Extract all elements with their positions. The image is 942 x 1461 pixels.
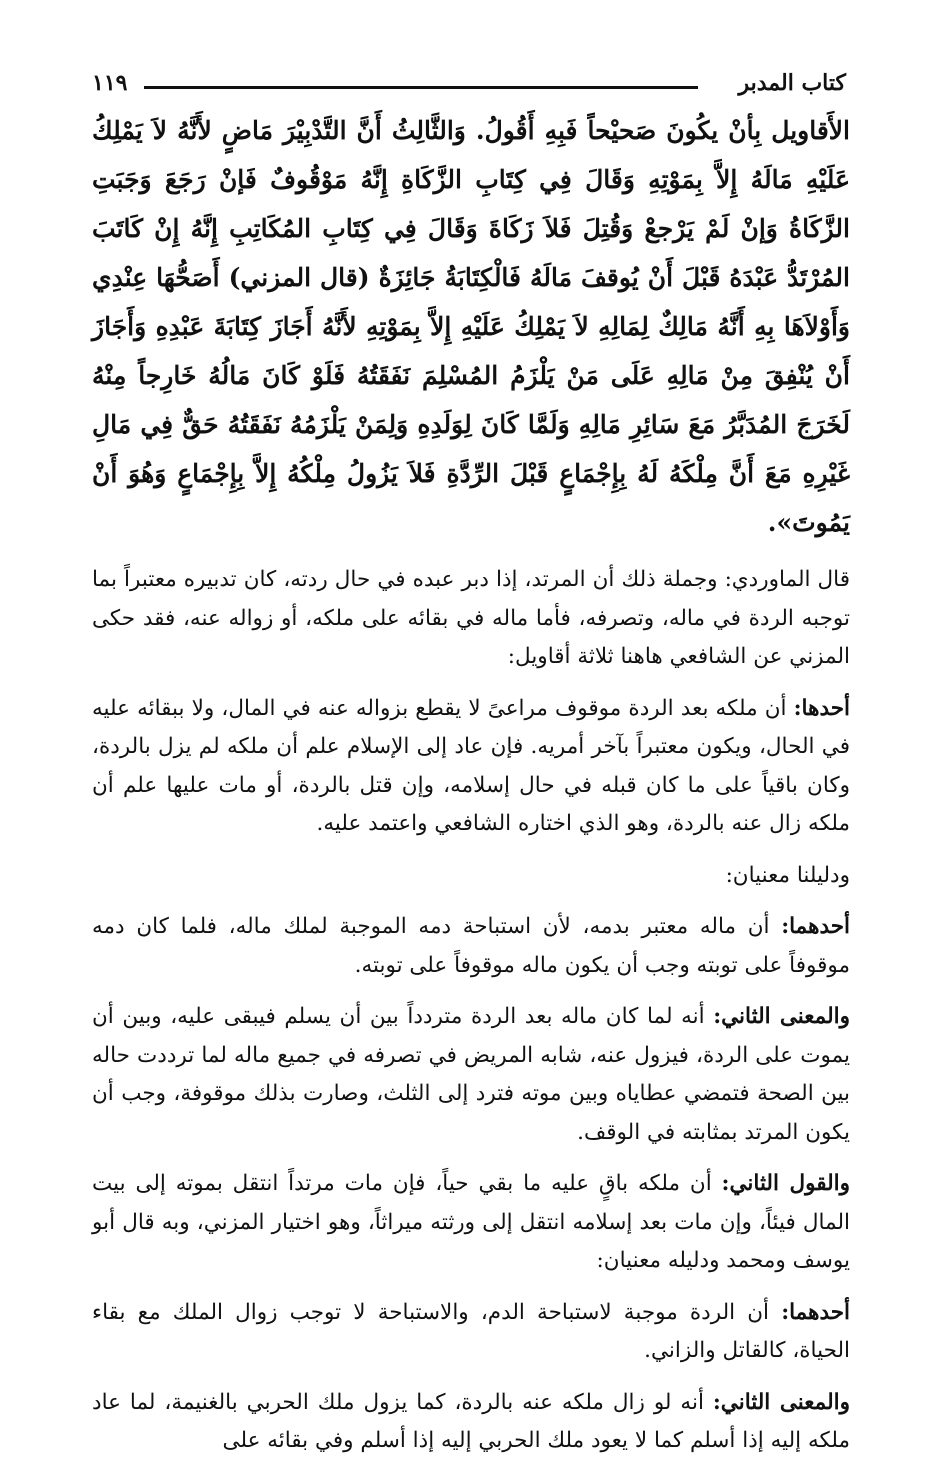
paragraph-lead: والمعنى الثاني: [712, 1389, 850, 1415]
header-rule [144, 86, 698, 89]
paragraph-text: أنه لما كان ماله بعد الردة متردداً بين أن يسلم فيبقى عليه، وبين أن يموت على الردة، فيزول عنه، شابه المريض في تصرفه في جميع ماله لما ترددت حاله بين الصحة فتمضي عطاياه وبين موته فترد إلى الثلث، وصارت بذلك موقوفة، وجب أن يكون المرتد بمثابته في الوقف. [92, 1004, 850, 1145]
main-text: الأَقاويل بِأنْ يكُونَ صَحيْحاً فَبِهِ أَقُولُ. وَالثَّالِثُ أَنَّ التَّدْبِيْرَ مَاضٍ لأَنَّهُ لاَ يَمْلِكُ عَلَيْهِ مَالَهُ إِلاَّ بِمَوْتِهِ وَقَالَ فِي كِتَابِ الزَّكَاةِ إِنَّهُ مَوْقُوفٌ فَإنْ رَجَعَ وَجَبَتِ الزَّكَاةُ وَإنْ لَمْ يَرْجعْ وَقُتِلَ فَلاَ زَكَاةَ وَقَالَ فِي كِتَابِ المُكَاتِبِ إِنَّهُ إِنْ كَاتَبَ المُرْتَدُّ عَبْدَهُ قَبْلَ أَنْ يُوقفَ مَالَهُ فَالْكِتَابَةُ جَائِزَةٌ (قال المزني) أَصَحُّهَا عِنْدِي وَأَوْلاَهَا بِهِ أَنَّهُ مَالِكٌ لِمَالِهِ لاَ يَمْلِكُ عَلَيْهِ إِلاَّ بِمَوْتِهِ لأَنَّهُ أَجَازَ كِتَابَةَ عَبْدِهِ وَأَجَازَ أَنْ يُنْفِقَ مِنْ مَالِهِ عَلَى مَنْ يَلْزَمُ المُسْلِمَ نَفَقَتُهُ فَلَوْ كَانَ مَالُهُ خَارِجاً مِنْهُ لَخَرَجَ المُدَبَّرُ مَعَ سَائِرِ مَالِهِ وَلَمَّا كَانَ لِوَلَدِهِ وَلِمَنْ يَلْزَمُهُ نَفَقَتُهُ حَقٌّ فِي مَالِ غَيْرِهِ مَعَ أَنَّ مِلْكَهُ لَهُ بِإِجْمَاعٍ قَبْلَ الرِّدَّةِ فَلاَ يَزُولُ مِلْكُهُ إِلاَّ بِإِجْمَاعٍ وَهُوَ أَنْ يَمُوتَ». [92, 116, 850, 537]
commentary-paragraph [92, 690, 850, 844]
paragraph-lead: والقول الثاني: [721, 1171, 850, 1196]
paragraph-lead: أحدهما: [781, 914, 850, 939]
paragraph-text: أنه لو زال ملكه عنه بالردة، كما يزول ملك الحربي بالغنيمة، لما عاد ملكه إليه إذا أسلم كما لا يعود ملك الحربي إليه إذا أسلم وفي بقائه على [92, 1389, 850, 1453]
commentary-paragraph [92, 857, 850, 896]
commentary [92, 561, 850, 1461]
running-header [92, 64, 850, 104]
paragraph-text: قال الماوردي: وجملة ذلك أن المرتد، إذا دبر عبده في حال ردته، كان تدبيره معتبراً بما توجبه الردة في ماله، وتصرفه، فأما ماله في بقائه على ملكه، أو زواله عنه، فقد حكى المزني عن الشافعي هاهنا ثلاثة أقاويل: [92, 567, 850, 669]
commentary-paragraph [92, 998, 850, 1152]
commentary-paragraph [92, 1165, 850, 1281]
paragraph-text: أن ماله معتبر بدمه، لأن استباحة دمه الموجبة لملك ماله، فلما كان دمه موقوفاً على توبته وجب أن يكون ماله موقوفاً على توبته. [92, 914, 850, 978]
paragraph-lead: أحدها: [793, 695, 850, 721]
commentary-paragraph [92, 908, 850, 985]
commentary-paragraph [92, 561, 850, 677]
paragraph-lead: أحدهما: [781, 1299, 850, 1325]
paragraph-text: أن ملكه بعد الردة موقوف مراعىً لا يقطع بزواله عنه في المال، ولا ببقائه عليه في الحال، ويكون معتبراً بآخر أمريه. فإن عاد إلى الإسلام علم أن ملكه لم يزل بالردة، وكان باقياً على ما كان قبله في حال إسلامه، وإن قتل بالردة، أو مات عليها علم أن ملكه زال عنه بالردة، وهو الذي اختاره الشافعي واعتمد عليه. [92, 695, 850, 836]
paragraph-lead: والمعنى الثاني: [713, 1004, 850, 1029]
chapter-title: كتاب المدبر [738, 70, 846, 96]
commentary-paragraph [92, 1384, 850, 1461]
commentary-paragraph [92, 1294, 850, 1371]
page-number: ١١٩ [92, 70, 128, 96]
paragraph-text: ودليلنا معنيان: [725, 862, 850, 888]
paragraph-text: أن ملكه باقٍ عليه ما بقي حياً، فإن مات مرتداً انتقل بموته إلى بيت المال فيئاً، وإن مات بعد إسلامه انتقل إلى ورثته ميراثاً، وهو اختيار المزني، وبه قال أبو يوسف ومحمد ودليله معنيان: [92, 1171, 850, 1273]
paragraph-text: أن الردة موجبة لاستباحة الدم، والاستباحة لا توجب زوال الملك مع بقاء الحياة، كالقاتل والزاني. [92, 1299, 850, 1363]
